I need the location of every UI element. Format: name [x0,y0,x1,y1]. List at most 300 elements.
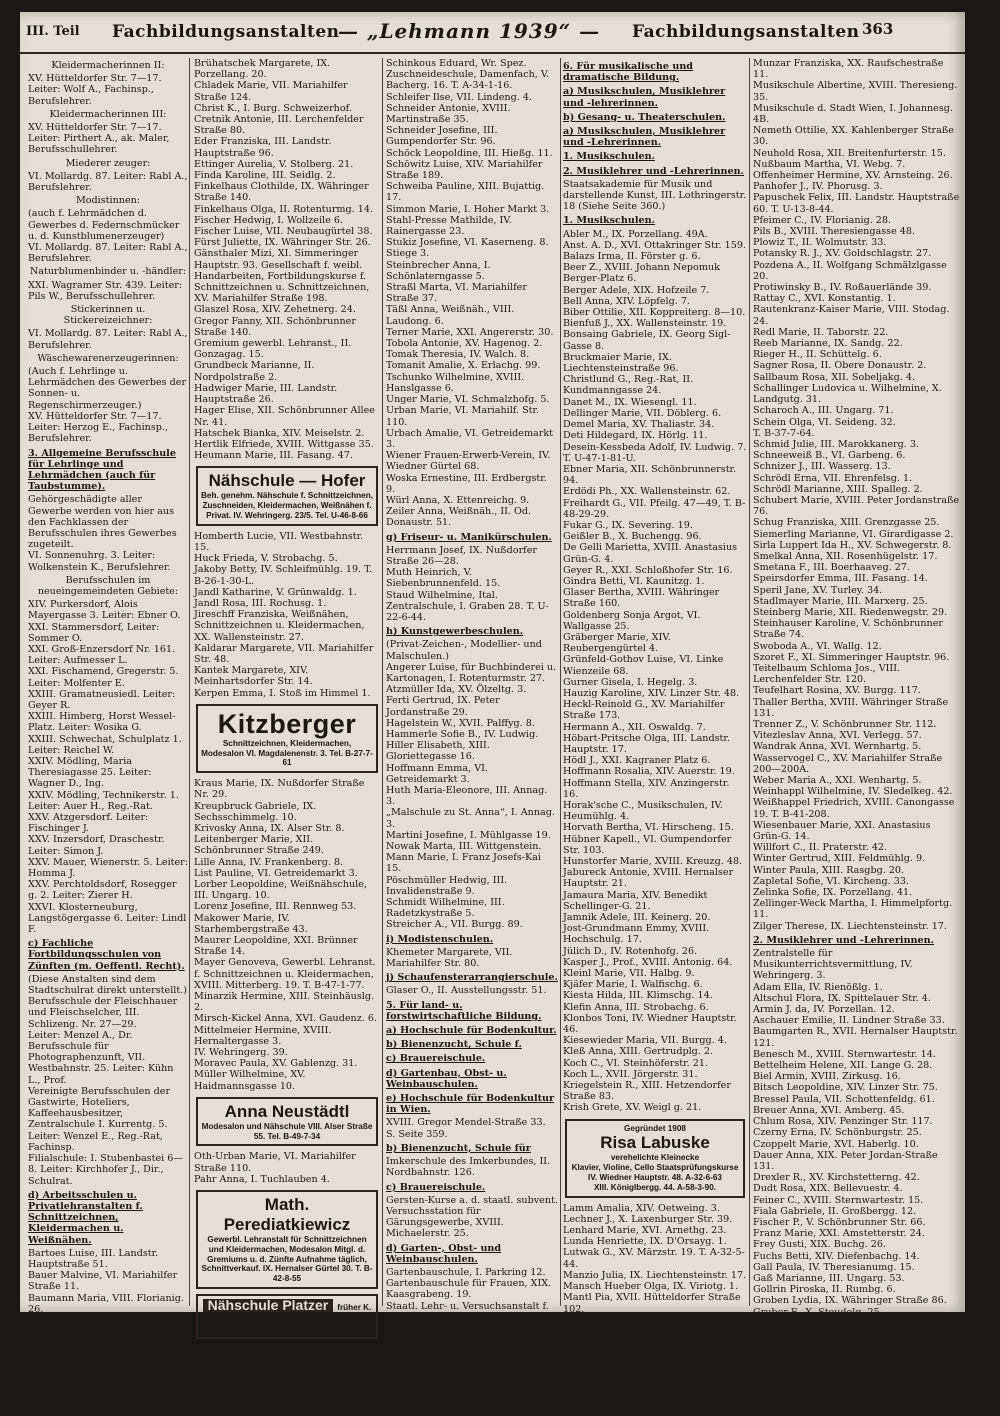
directory-entry: XXV. Atzgersdorf. Leiter: Fischinger J. [28,812,149,835]
directory-entry: Protiwinsky B., IV. Roßauerlände 39. [753,282,932,294]
directory-page [20,12,965,1416]
directory-entry: Stahl-Presse Mathilde, IV. Rainergasse 23. [386,214,512,238]
directory-entry: Krish Grete, XV. Weigl g. 21. [563,1102,702,1114]
directory-entry: Berger Adele, XIX. Hofzeile 7. [563,284,710,296]
section-heading: b) Gesang- u. Theaterschulen. [563,111,726,123]
ad-text: Klavier, Violine, Cello Staatsprüfungskurse [571,1163,739,1173]
directory-entry: Aschauer Emilie, II. Lindner Straße 33. [753,1015,945,1027]
directory-entry: XIV. Purkersdorf, Alois Mayergasse 3. Leiter: Ebner O. [28,599,181,622]
directory-entry: VI. Mollardg. 87. Leiter: Rabl A., Berufslehrer. [28,242,188,265]
directory-entry: Horvath Bertha, VI. Hirscheng. 15. [563,822,734,834]
directory-entry: Leitenberger Marie, XII. Schönbrunner Straße 249. [194,834,324,857]
directory-entry: Jülich D., IV. Rotenhofg. 26. [563,945,698,957]
directory-entry: Hager Elise, XII. Schönbrunner Allee Nr. 41. [194,405,375,428]
section-heading: Wäschewarenerzeugerinnen: [37,352,179,364]
directory-entry: (Auch f. Lehrlinge u. Lehrmädchen des Gewerbes der Sonnen- u. Regenschirmerzeuger.) [28,366,187,411]
directory-entry: Lutwak G., XV. Märzstr. 19. T. A-32-5-44. [563,1247,745,1270]
directory-entry: Schnizer J., III. Wasserg. 13. [753,461,891,473]
directory-entry: Berufsschule für Photographenzunft, VII. Westbahnstr. 25. Leiter: Kühn L., Prof. [28,1041,174,1086]
directory-entry: Schöwitz Luise, XIV. Mariahilfer Straße 189. [386,158,543,182]
directory-entry: Kaldarar Margarete, VII. Mariahilfer Str. 48. [194,642,374,665]
directory-entry: Kraus Marie, IX. Nußdorfer Straße Nr. 29. [194,778,365,801]
directory-entry: Kiesewieder Maria, VII. Burgg. 4. [563,1035,727,1047]
directory-entry: Rattay C., XVI. Konstantig. 1. [753,293,896,305]
directory-entry: Riedl Mizi, XIII. Nisselg. 8. [194,1344,326,1356]
directory-entry: S. Seite 359. [386,1128,448,1140]
directory-entry: IV. Wehringerg. 39. [194,1047,288,1059]
directory-entry: Czerny Erna, IV. Schönburgstr. 25. [753,1127,922,1139]
directory-entry: Desein-Kessbeda Adolf, IV. Ludwig. 7. T. U-47-1-81-U. [563,441,747,464]
directory-entry: List Pauline, VI. Getreidemarkt 3. [194,867,358,879]
directory-entry: Jandl Katharine, V. Grünwaldg. 1. [194,586,357,598]
directory-entry: Streicher A., VII. Burgg. 89. [386,919,523,931]
ad-text: IX. Sechsschimmelg. 7. Tür 11 u. 13 [218,1324,356,1334]
directory-entry: Lechner J., X. Laxenburger Str. 39. [563,1213,733,1225]
section-heading: Modistinnen: [75,195,141,207]
directory-entry: Demel Maria, XV. Thaliastr. 34. [563,419,715,431]
directory-entry: Papuschek Felix, III. Landstr. Hauptstraße 60. T. U-13-8-44. [753,192,960,215]
directory-entry: Hagelstein W., XVII. Palffyg. 8. [386,717,535,729]
directory-entry: Fukar G., IX. Severing. 19. [563,519,693,531]
directory-entry: Kasper J., Prof., XVIII. Antonig. 64. [563,956,733,968]
directory-entry: Hödl J., XXI. Kagraner Platz 6. [563,755,711,767]
directory-entry: Jakoby Betty, IV. Schleifmühlg. 19. T. B-26-1-30-L. [194,564,373,587]
directory-entry: Glaser O., II. Ausstellungsstr. 51. [386,985,547,997]
directory-entry: Benesch M., XVIII. Sternwartestr. 14. [753,1048,936,1060]
directory-entry: Musikschule d. Stadt Wien, I. Johannesg. 4B. [753,102,953,126]
directory-entry: Biel Armin, XVIII. Zirkusg. 16. [753,1071,901,1083]
directory-entry: Rieger H., II. Schüttelg. 6. [753,349,882,361]
directory-entry: Kiesta Hilda, III. Klimschg. 14. [563,990,713,1002]
directory-entry: Birnstingl Luise, VI. Linke Wienzeile 4. [28,1337,156,1360]
directory-entry: Gindra Betti, VI. Kaunitzg. 1. [563,575,705,587]
directory-entry: Salomon Mathilde, XVIII. Ladenburggasse 48. [194,1355,318,1378]
directory-entry: Unger Marie, VI. Schmalzhofg. 5. [386,394,550,406]
text-column-5 [753,58,961,1363]
directory-entry: Staud Wilhelmine, Ital. Zentralschule, I. Graben 28. T. U-22-6-44. [386,589,549,623]
directory-entry: Ebner Maria, XII. Schönbrunnerstr. 94. [563,463,737,487]
directory-entry: Tobola Antonie, XV. Hagenog. 2. [386,338,543,350]
directory-entry: Groben Lydia, IX. Währinger Straße 86. [753,1295,947,1307]
ad-founded: Gegründet 1908 [624,1123,686,1133]
directory-entry: Manzio Julia, IX. Liechtensteinstr. 17. [563,1269,747,1281]
directory-entry: Herrmann Josef, IX. Nußdorfer Straße 26—28. [386,544,537,567]
directory-entry: Bienfuß J., XX. Wallensteinstr. 19. [563,318,727,330]
directory-entry: Finkelhaus Olga, II. Rotenturmg. 14. [194,203,374,215]
directory-entry: Mojetity Josefine, XIII. Theresiengasse 67. [563,1348,673,1371]
directory-entry: Zelinka Sofie, IX. Porzellang. 41. [753,887,913,899]
ad-address: IV. Wiedner Hauptstr. 48. A-32-6-63 [587,1173,722,1183]
directory-entry: Günzburg A., VI. Mariahilfer Str. 8. [753,1317,925,1329]
directory-entry: Stiege 3. [386,248,430,260]
directory-entry: Rautenkranz-Kaiser Marie, VIII. Stodag. 24. [753,304,950,327]
directory-entry: Winter Paula, XIII. Rasgbg. 20. [753,864,905,876]
directory-entry: Pozdena A., II. Wolfgang Schmälzlgasse 20. [753,259,947,282]
directory-entry: Mansch Hueber Olga, IX. Viriotg. 1. [563,1281,739,1293]
directory-entry: Balazs Irma, II. Förster g. 6. [563,251,701,263]
directory-entry: Leiter: Menzel A., Dr. [28,1029,133,1041]
directory-entry: Pils B., XVIII. Theresiengasse 48. [753,226,916,238]
directory-entry: Brenner Emilie, III. Fasang. 53. [28,1382,182,1394]
directory-entry: Hauzig Karoline, XIV. Linzer Str. 48. [563,687,740,699]
directory-entry: Filialschule: I. Stubenbastei 6—8. Leiter: Kirchhofer J., Dir., Schulrat. [28,1153,183,1187]
directory-entry: Freihardt G., VII. Pfeilg. 47—49, T. B-48-29-29. [563,497,746,520]
directory-entry: Stadlmayer Marie, III. Marxerg. 25. [753,595,928,607]
directory-entry: Adam Ella, IV. Rienößlg. 1. [753,981,883,993]
directory-entry: Schmid Julie, III. Marokkanerg. 3. [753,438,919,450]
directory-entry: Kleß Anna, XIII. Gertrudplg. 2. [563,1046,714,1058]
directory-entry: Szoret F., XI. Simmeringer Hauptstr. 96. [753,651,950,663]
directory-entry: Imkerschule des Imkerbundes, II. Nordbahnstr. 126. [386,1156,551,1179]
directory-entry: Täßl Anna, Weißnäh., VIII. Laudong. 6. [386,304,515,327]
directory-entry: Jireschff Franziska, Weißnähen, Schnittzeichnen u. Kleidermachen, XX. Wallensteinstr. 27. [194,609,365,643]
directory-entry: Pfeimer C., IV. Florianig. 28. [753,214,892,226]
directory-entry: Hiller Elisabeth, XIII. Gloriettegasse 16. [386,740,490,763]
directory-entry: Anst. A. D., XVI. Ottakringer Str. 159. [563,239,746,251]
directory-entry: Tomak Theresia, IV. Walch. 8. [386,349,530,361]
directory-entry: Christ K., I. Burg. Schweizerhof. [194,102,352,114]
directory-entry: Klonbos Toni, IV. Wiedner Hauptstr. 46. [563,1012,737,1036]
directory-entry: Heumann Marie, III. Fasang. 47. [194,450,353,462]
directory-entry: Schein Olga, VI. Seideng. 32. [753,416,896,428]
directory-entry: VI. Mollardg. 87. Leiter: Rabl A., Berufslehrer. [28,328,188,351]
ad-text: Beh. genehm. Nähschule f. Schnittzeichnen, Zuschneiden, Kleidermachen, Weißnähen f. Privat. IV. Wehringerg. 23/5. Tel. U-46-8-66 [201,491,373,520]
directory-entry: Mirsch-Kickel Anna, XVI. Gaudenz. 6. [194,1013,378,1025]
directory-entry: Danet M., IX. Wiesengl. 11. [563,396,697,408]
ad-title: Risa Labuske [600,1133,710,1153]
ad-text: Schnittzeichnen, Kleidermachen, Modesalon VI. Magdalenenstr. 3. Tel. B-27-7-61 [201,738,373,768]
directory-entry: Fischer Hedwig, I. Wollzeile 6. [194,214,343,226]
directory-entry: Offenheimer Hermine, XV. Arnsteing. 26. [753,170,953,182]
directory-entry: Potansky R. J., XV. Goldschlagstr. 27. [753,248,932,260]
publication-title: — „Lehmann 1939“ — [338,19,601,43]
directory-entry: Heckl-Reinold G., XV. Mariahilfer Straße 173. [563,699,725,722]
directory-entry: Gersten-Kurse a. d. staatl. subvent. Versuchsstation für Gärungsgewerbe, XVIII. Michaelerstr. 25. [386,1194,558,1240]
part-label: III. Teil [26,24,80,39]
section-heading: 3. Allgemeine Berufsschule für Lehrlinge und Lehrmädchen (auch für Taubstumme). [28,447,176,493]
text-column-3 [386,58,558,1334]
directory-entry: (Diese Anstalten sind dem Stadtschulrat direkt unterstellt.) [28,973,187,997]
directory-entry: Brosch Marie, XIV. Märzstraße 106. [28,1393,179,1416]
directory-entry: Urbach Amalie, VI. Getreidemarkt 3. [386,427,554,450]
directory-entry: Willfort C., II. Praterstr. 42. [753,842,888,854]
section-heading: Naturblumenbinder u. -händler: [29,266,187,278]
directory-entry: Schubert Marie, XVIII. Peter Jordanstraße 76. [753,494,960,518]
directory-entry: Binder Therese, III. Landstr. Hauptstraße 21. [28,1314,167,1338]
directory-entry: Weißhappel Friedrich, XVIII. Canongasse 19. T. B-41-208. [753,797,955,820]
directory-entry: XXI. Fischamend, Gregerstr. 5. Leiter: Molfenter E. [28,666,179,689]
directory-entry: Winter Gertrud, XIII. Feldmühlg. 9. [753,853,926,865]
directory-entry: Mühler Johanna, II. Kundmanng. 34. [563,1370,742,1382]
directory-entry: Christlund G., Reg.-Rat, II. Kundmanngasse 24. [563,374,694,397]
directory-entry: Cretnik Antonie, III. Lerchenfelder Straße 80. [194,114,364,137]
directory-entry: Plowiz T., II. Wolmutstr. 33. [753,237,887,249]
section-title-right: Fachbildungsanstalten [632,22,860,42]
directory-entry: Wiesenbauer Marie, XXI. Anastasius Grün-G. 14. [753,819,931,843]
directory-entry: Jandl Rosa, III. Rochusg. 1. [194,597,327,609]
directory-entry: Gurner Gisela, I. Hegelg. 3. [563,676,698,688]
section-heading: 1. Musikschulen. [563,151,655,163]
directory-entry: Schmidt Wilhelmine, III. Radetzkystraße 5. [386,897,505,920]
section-heading: j) Schaufensterarrangierschule. [386,972,558,984]
directory-entry: Klefin Anna, III. Strobachg. 6. [563,1001,709,1013]
directory-entry: Lunda Henriette, IX. D'Orsayg. 1. [563,1236,727,1248]
directory-entry: (Privat-Zeichen-, Modellier- und Malschulen.) [386,639,542,662]
ad-title: Anna Neustädtl [224,1101,350,1121]
section-heading: 5. Für land- u. forstwirtschaftliche Bildung. [386,999,542,1022]
directory-entry: XXIII. Himberg, Horst Wessel-Platz. Leiter: Wosika G. [28,711,176,734]
directory-entry: Gall Paula, IV. Theresianumg. 15. [753,1261,915,1273]
directory-entry: Hatschek Bianka, XIV. Meiselstr. 2. [194,427,365,439]
directory-entry: Oth-Urban Marie, VI. Mariahilfer Straße 110. [194,1151,356,1174]
section-title-left: Fachbildungsanstalten [112,22,340,42]
directory-entry: Bitsch Leopoldine, XIV. Linzer Str. 75. [753,1082,938,1094]
advertisement-platzer [196,1294,378,1339]
directory-entry: Zeiler Anna, Weißnäh., II. Od. Donaustr. 51. [386,506,532,529]
directory-entry: Staatl. Lehr- u. Versuchsanstalt f. Gartenbau, XII. Hetzendorfer Str. 79. [386,1300,550,1334]
directory-entry: Gregor Fanny, XII. Schönbrunner Straße 140. [194,315,356,338]
section-heading: Stickerinnen u. Stickereizeichner: [63,304,153,327]
directory-entry: Steinberg Marie, XII. Riedenwegstr. 29. [753,606,948,618]
directory-entry: Musikschule Albertine, XVIII. Theresieng. 35. [753,80,958,103]
directory-entry: Bauer Malvine, VI. Mariahilfer Straße 11. [28,1270,178,1293]
section-heading: a) Musikschulen, Musiklehrer und -lehrerinnen. [563,86,726,109]
section-heading: 2. Musiklehrer und -Lehrerinnen. [753,934,934,946]
directory-entry: XV. Hütteldorfer Str. 7—17. Leiter: Wolf A., Fachinsp., Berufslehrer. [28,73,162,107]
directory-entry: Baumgarten R., XVII. Hernalser Hauptstr. 121. [753,1026,958,1049]
ad-text: Gewerbl. Lehranstalt für Schnittzeichnen und Kleidermachen, Modesalon Mitgl. d. Gremiums u. d. Zünfte Aufnahme täglich, Schnittverkauf. IX. Hernalser Gürtel 30. T. B-42-8-55 [201,1235,373,1284]
directory-entry: Hübner Kapell., VI. Gumpendorfer Str. 103. [563,833,732,856]
directory-entry: Schneider Josefine, III. Gumpendorfer Str. 96. [386,125,498,148]
directory-entry: Moravec Paula, XV. Gablenzg. 31. [194,1058,358,1070]
directory-entry: XV. Hütteldorfer Str. 7—17. Leiter: Pirthert A., ak. Maler, Berufsschullehrer. [28,122,170,156]
directory-entry: Weinhappl Wilhelmine, IV. Sledelkeg. 42. [753,786,953,798]
page-number: 363 [862,20,894,38]
directory-entry: Siemerling Marianne, VI. Girardigasse 2. [753,528,954,540]
ad-text: Modesalon und Nähschule VIII. Alser Straße 55. Tel. B-49-7-34 [201,1121,373,1141]
directory-entry: Vereinigte Berufsschulen der Gastwirte, Hoteliers, Kaffeehausbesitzer, Zentralschule I. Kurrentg. 5. Leiter: Wenzel E., Reg.-Rat, Fachinsp. [28,1085,171,1153]
directory-entry: Lenhard Marie, XVI. Arnethg. 23. [563,1225,727,1237]
directory-entry: Zellinger-Weck Martha, I. Himmelpfortg. 11. [753,898,953,921]
section-heading: c) Brauereischule. [386,1181,486,1193]
directory-entry: Terner Marie, XXI. Angererstr. 30. [386,326,554,338]
directory-entry: XVIII. Gregor Mendel-Straße 33. [386,1117,546,1129]
directory-entry: XXIV. Mödling, Maria Theresiagasse 25. Leiter: Wagner D., Ing. [28,755,152,790]
directory-entry: Lamm Amalia, XIV. Oetweing. 3. [563,1202,720,1214]
ad-title: Nähschule — Hofer [208,471,366,491]
directory-entry: Drexler R., XV. Kirchstetterng. 42. [753,1172,920,1184]
column-rule [749,58,750,1306]
directory-entry: Gaß Marianne, III. Ungarg. 53. [753,1272,905,1284]
section-heading: c) Fachliche Fortbildungsschulen von Zünften (m. Oeffentl. Recht). [28,938,185,972]
directory-entry: Schinkous Eduard, Wr. Spez. Zuschneideschule, Damenfach, V. Bacherg. 16. T. A-34-1-16. [386,58,550,92]
directory-entry: Sirla Luppert Ida H., XV. Schwegerstr. 8. [753,539,952,551]
advertisement-perediatkiewicz [196,1190,378,1289]
directory-entry: Jabureck Antonie, XVIII. Hernalser Hauptstr. 21. [563,867,734,890]
directory-entry: Dellinger Marie, VII. Döblerg. 6. [563,407,722,419]
directory-entry: Hermann A., XII. Oswaldg. 7. [563,721,706,733]
directory-entry: Beer Z., XVIII. Johann Nepomuk Berger-Platz 6. [563,262,720,285]
directory-entry: Abler M., IX. Porzellang. 49A. [563,228,708,240]
directory-entry: Kleinl Marie, VII. Halbg. 9. [563,968,695,980]
directory-entry: Nemeth Ottilie, XX. Kahlenberger Straße 30. [753,125,954,148]
directory-entry: Lille Anna, IV. Frankenberg. 8. [194,856,344,868]
column-rule [560,58,561,1306]
directory-entry: „Malschule zu St. Anna“, I. Annag. 3. [386,807,555,830]
directory-entry: Zentralstelle für Musikunterrichtsvermittlung, IV. Wehringerg. 3. [753,948,913,982]
directory-entry: Thaller Bertha, XVIII. Währinger Straße 131. [753,696,949,719]
directory-entry: Wasservogel C., XV. Mariahilfer Straße 200—200A. [753,752,943,775]
column-rule [189,58,190,1306]
directory-entry: Fürst Juliette, IX. Währinger Str. 26. [194,237,371,249]
directory-entry: Mittelmeier Hermine, XVIII. Hernaltergasse 3. [194,1024,332,1047]
advertisement-neustaedtl [196,1097,378,1147]
directory-entry: Hunstorfer Marie, XVIII. Kreuzg. 48. [563,856,743,868]
directory-entry: Fischer P., V. Schönbrunner Str. 66. [753,1216,926,1228]
directory-entry: Atzmüller Ida, XV. Ölzeltg. 3. [386,684,527,696]
directory-entry: XXV. Perchtoldsdorf, Rosegger g. 2. Leiter: Zierer H. [28,879,177,902]
directory-entry: XV. Hütteldorfer Str. 7—17. Leiter: Herzog E., Fachinsp., Berufslehrer. [28,410,169,445]
directory-entry: Grundbeck Marianne, II. Nordpolstraße 2. [194,360,315,383]
directory-entry: Gollrin Piroska, II. Rumbg. 6. [753,1284,896,1296]
directory-entry: Schneeweiß B., VI. Garbeng. 6. [753,450,906,462]
directory-entry: Neuhold Rosa, XII. Breitenfurterstr. 15. [753,147,946,159]
directory-entry: Reeb Marianne, IX. Sandg. 22. [753,338,903,350]
directory-entry: Gräberger Marie, XIV. Reubergengürtel 4. [563,631,671,655]
directory-entry: Sagner Rosa, II. Obere Donaustr. 2. [753,360,927,372]
directory-entry: Swoboda A., VI. Wallg. 12. [753,640,882,652]
directory-entry: Gremium gewerbl. Lehranst., II. Gonzagag. 15. [194,338,352,361]
directory-entry: Erdödi Ph., XX. Wallensteinstr. 62. [563,486,731,498]
directory-entry: Zapletal Sofie, VI. Kircheng. 33. [753,875,910,887]
directory-entry: XXIII. Schwechat, Schulplatz 1. Leiter: Reichel W. [28,733,182,756]
directory-entry: Hoffmann Stella, XIV. Anzingerstr. 16. [563,777,730,800]
directory-entry: Munzar Franziska, XX. Raufschestraße 11. [753,58,944,81]
directory-entry: Kerpen Emma, I. Stoß im Himmel 1. [194,687,371,699]
directory-entry: T. B-37-7-64. [753,427,815,439]
advertisement-labuske [565,1119,745,1198]
directory-entry: Höbart-Pritsche Olga, III. Landstr. Hauptstr. 17. [563,732,730,755]
section-heading: h) Kunstgewerbeschulen. [386,626,524,638]
ad-address: XIII. Königlbergg. 44. A-58-3-90. [593,1182,717,1192]
directory-entry: XXIII. Gramatneusiedl. Leiter: Geyer R. [28,688,176,711]
directory-entry: Schöck Leopoldine, III. Hießg. 11. [386,147,553,159]
directory-entry: Homberth Lucie, VII. Westbahnstr. 15. [194,530,364,553]
directory-entry: Hoffmann Emma, VI. Getreidemarkt 3. [386,762,488,785]
directory-entry: Scheichenbauer Franzi, VII. Schottenfeld. 75A. [194,1377,331,1401]
directory-entry: VI. Mollardg. 87. Leiter: Rabl A., Berufslehrer. [28,170,188,194]
directory-entry: Schneider Antonie, XVIII. Martinstraße 35. [386,102,511,126]
directory-entry: Martini Josefine, I. Mühlgasse 19. [386,829,551,841]
section-heading: g) Friseur- u. Manikürschulen. [386,531,552,543]
directory-entry: Trenner Z., V. Schönbrunner Str. 112. [753,718,937,730]
directory-entry: Brühatschek Margarete, IX. Porzellang. 20. [194,58,331,81]
directory-entry: Hoffmann Rosalia, XIV. Auerstr. 19. [563,766,735,778]
directory-entry: Mayer Genoveva, Gewerbl. Lehranst. f. Schnittzeichnen u. Kleidermachen, XVIII. Mitterberg. 19. T. B-47-1-77. [194,957,376,991]
directory-entry: Baumann Maria, VIII. Florianig. 26. [28,1292,184,1315]
directory-entry: Tschunko Wilhelmine, XVIII. Hanslgasse 6. [386,371,525,394]
directory-entry: Bettelheim Helene, XII. Lange G. 28. [753,1060,933,1072]
directory-entry: Kriegelstein R., XIII. Hetzendorfer Straße 83. [563,1080,731,1103]
ad-title: Math. Perediatkiewicz [223,1195,351,1235]
directory-entry: Marx Antonie, XIII. Altg. 11. [563,1325,701,1337]
directory-entry: Glaszel Rosa, XIV. Zehetnerg. 24. [194,304,356,316]
directory-entry: Finkelhaus Clothilde, IX. Währinger Straße 140. [194,181,369,204]
advertisement-hofer [196,466,378,525]
section-heading: d) Arbeitsschulen u. Privatlehranstalten f. Schnittzeichnen, Kleidermachen u. Weißnähen. [28,1189,143,1246]
directory-entry: Franz Marie, XXI. Amstetterstr. 24. [753,1228,925,1240]
directory-entry: Schrödl Marianne, XIII. Spalleg. 2. [753,483,923,495]
directory-entry: Lorber Leopoldine, Weißnähschule, III. Ungarg. 10. [194,878,367,902]
directory-entry: Horak'sche C., Musikschulen, IV. Heumühlg. 4. [563,800,723,823]
directory-entry: Biber Ottilie, XII. Koppreiterg. 8—10. [563,307,746,319]
directory-entry: Geißler B., X. Buchengg. 96. [563,531,702,543]
directory-entry: XXI. Stammersdorf, Leiter: Sommer O. [28,621,160,644]
directory-entry: Würl Anna, X. Ettenreichg. 9. [386,494,530,506]
directory-entry: (auch f. Lehrmädchen d. Gewerbes d. Federnschmücker u. d. Kunstblumenerzeuger) [28,208,180,242]
directory-entry: Herz-Leitgeb Paula, IX. Hörlg. 16. [753,1351,919,1363]
advertisement-kitzberger [196,704,378,773]
directory-entry: Lorenz Josefine, III. Rennweg 53. [194,901,357,913]
directory-entry: Fiala Gabriele, II. Großbergg. 12. [753,1205,917,1217]
directory-entry: Schweiba Pauline, XIII. Bujattig. 17. [386,181,545,204]
directory-entry: Woska Ernestine, III. Erdbergstr. 9. [386,472,547,495]
directory-entry: Nowak Marta, III. Wittgenstein. [386,841,542,853]
directory-entry: Dudt Rosa, XIX. Bellevuestr. 4. [753,1183,903,1195]
ad-title: Nähschule Platzer [203,1299,334,1312]
column-rule [382,58,383,1306]
directory-entry: Grünfeld-Gothov Luise, VI. Linke Wienzeile 68. [563,654,724,677]
directory-entry: Teufelhart Rosina, XV. Burgg. 117. [753,685,921,697]
section-heading: e) Hochschule für Bodenkultur in Wien. [386,1093,555,1116]
section-heading: d) Garten-, Obst- und Weinbauschulen. [386,1242,502,1265]
directory-entry: Fuchs Betti, XIV. Diefenbachg. 14. [753,1250,920,1262]
directory-entry: Muth Heinrich, V. Siebenbrunnenfeld. 15. [386,567,501,590]
ad-subtitle: verehelichte Kleinecke [610,1153,700,1163]
directory-entry: Steinbrecher Anna, I. Schönlaterngasse 5. [386,259,491,282]
directory-entry: Bonsaing Gabriele, IX. Georg Sigl-Gasse 8. [563,329,731,352]
directory-entry: Armin J. da, IV. Porzellan. 12. [753,1004,895,1016]
directory-entry: Feiner C., XVIII. Sternwartestr. 15. [753,1194,924,1206]
directory-entry: Kreupbruck Gabriele, IX. Sechsschimmelg. 10. [194,800,317,823]
directory-entry: Sallbaum Rosa, XII. Sobeljakg. 4. [753,371,916,383]
directory-entry: Vitezleslav Anna, XVI. Verlegg. 57. [753,730,922,742]
section-heading: Berufsschulen im neueingemeindeten Gebiete: [37,574,179,597]
text-column-2 [194,58,380,1401]
text-column-4 [563,58,747,1382]
directory-entry: Pahr Anna, I. Tuchlauben 4. [194,1173,330,1185]
directory-entry: Stukiz Josefine, VI. Kaserneng. 8. [386,237,549,249]
directory-entry: Speirsdorfer Emma, III. Fasang. 14. [753,573,928,585]
directory-entry: Fischer Luise, VII. Neubaugürtel 38. [194,226,373,238]
directory-entry: Bartoes Luise, III. Landstr. Hauptstraße 51. [28,1247,159,1270]
directory-entry: Geyer R., XXI. Schloßhofer Str. 16. [563,564,733,576]
directory-entry: Gartenbauschule für Frauen, XIX. Kaasgrabeng. 19. [386,1278,552,1301]
directory-entry: Makower Marie, IV. Starhembergstraße 43. [194,912,308,935]
section-heading: c) Brauereischule. [386,1053,486,1065]
directory-entry: Bell Anna, XIV. Löpfelg. 7. [563,295,690,307]
directory-entry: Finda Karoline, III. Seidlg. 2. [194,170,336,182]
directory-entry: Khemeter Margarete, VII. Mariahilfer Str. 80. [386,946,513,970]
directory-entry: Frey Gusti, XIX. Buchg. 26. [753,1239,887,1251]
directory-entry: Goldenberg Sonja Argot, VI. Wallgasse 25. [563,609,701,632]
section-heading: i) Modistenschulen. [386,933,494,945]
directory-entry: De Gelli Marietta, XVIII. Anastasius Grün-G. 4. [563,542,738,565]
directory-entry: Berufsschule der Fleischhauer und Fleischselcher, III. Schlizeng. Nr. 27—29. [28,996,178,1030]
directory-entry: Angerer Luise, für Buchbinderei u. Kartonagen, I. Rotenturmstr. 27. [386,661,557,684]
directory-entry: Kjäfer Marie, I. Walfischg. 6. [563,979,703,991]
directory-entry: Gehörgeschädigte aller Gewerbe werden von hier aus den Fachklassen der Berufsschulen ihres Gewerbes zugeteilt. [28,494,177,551]
